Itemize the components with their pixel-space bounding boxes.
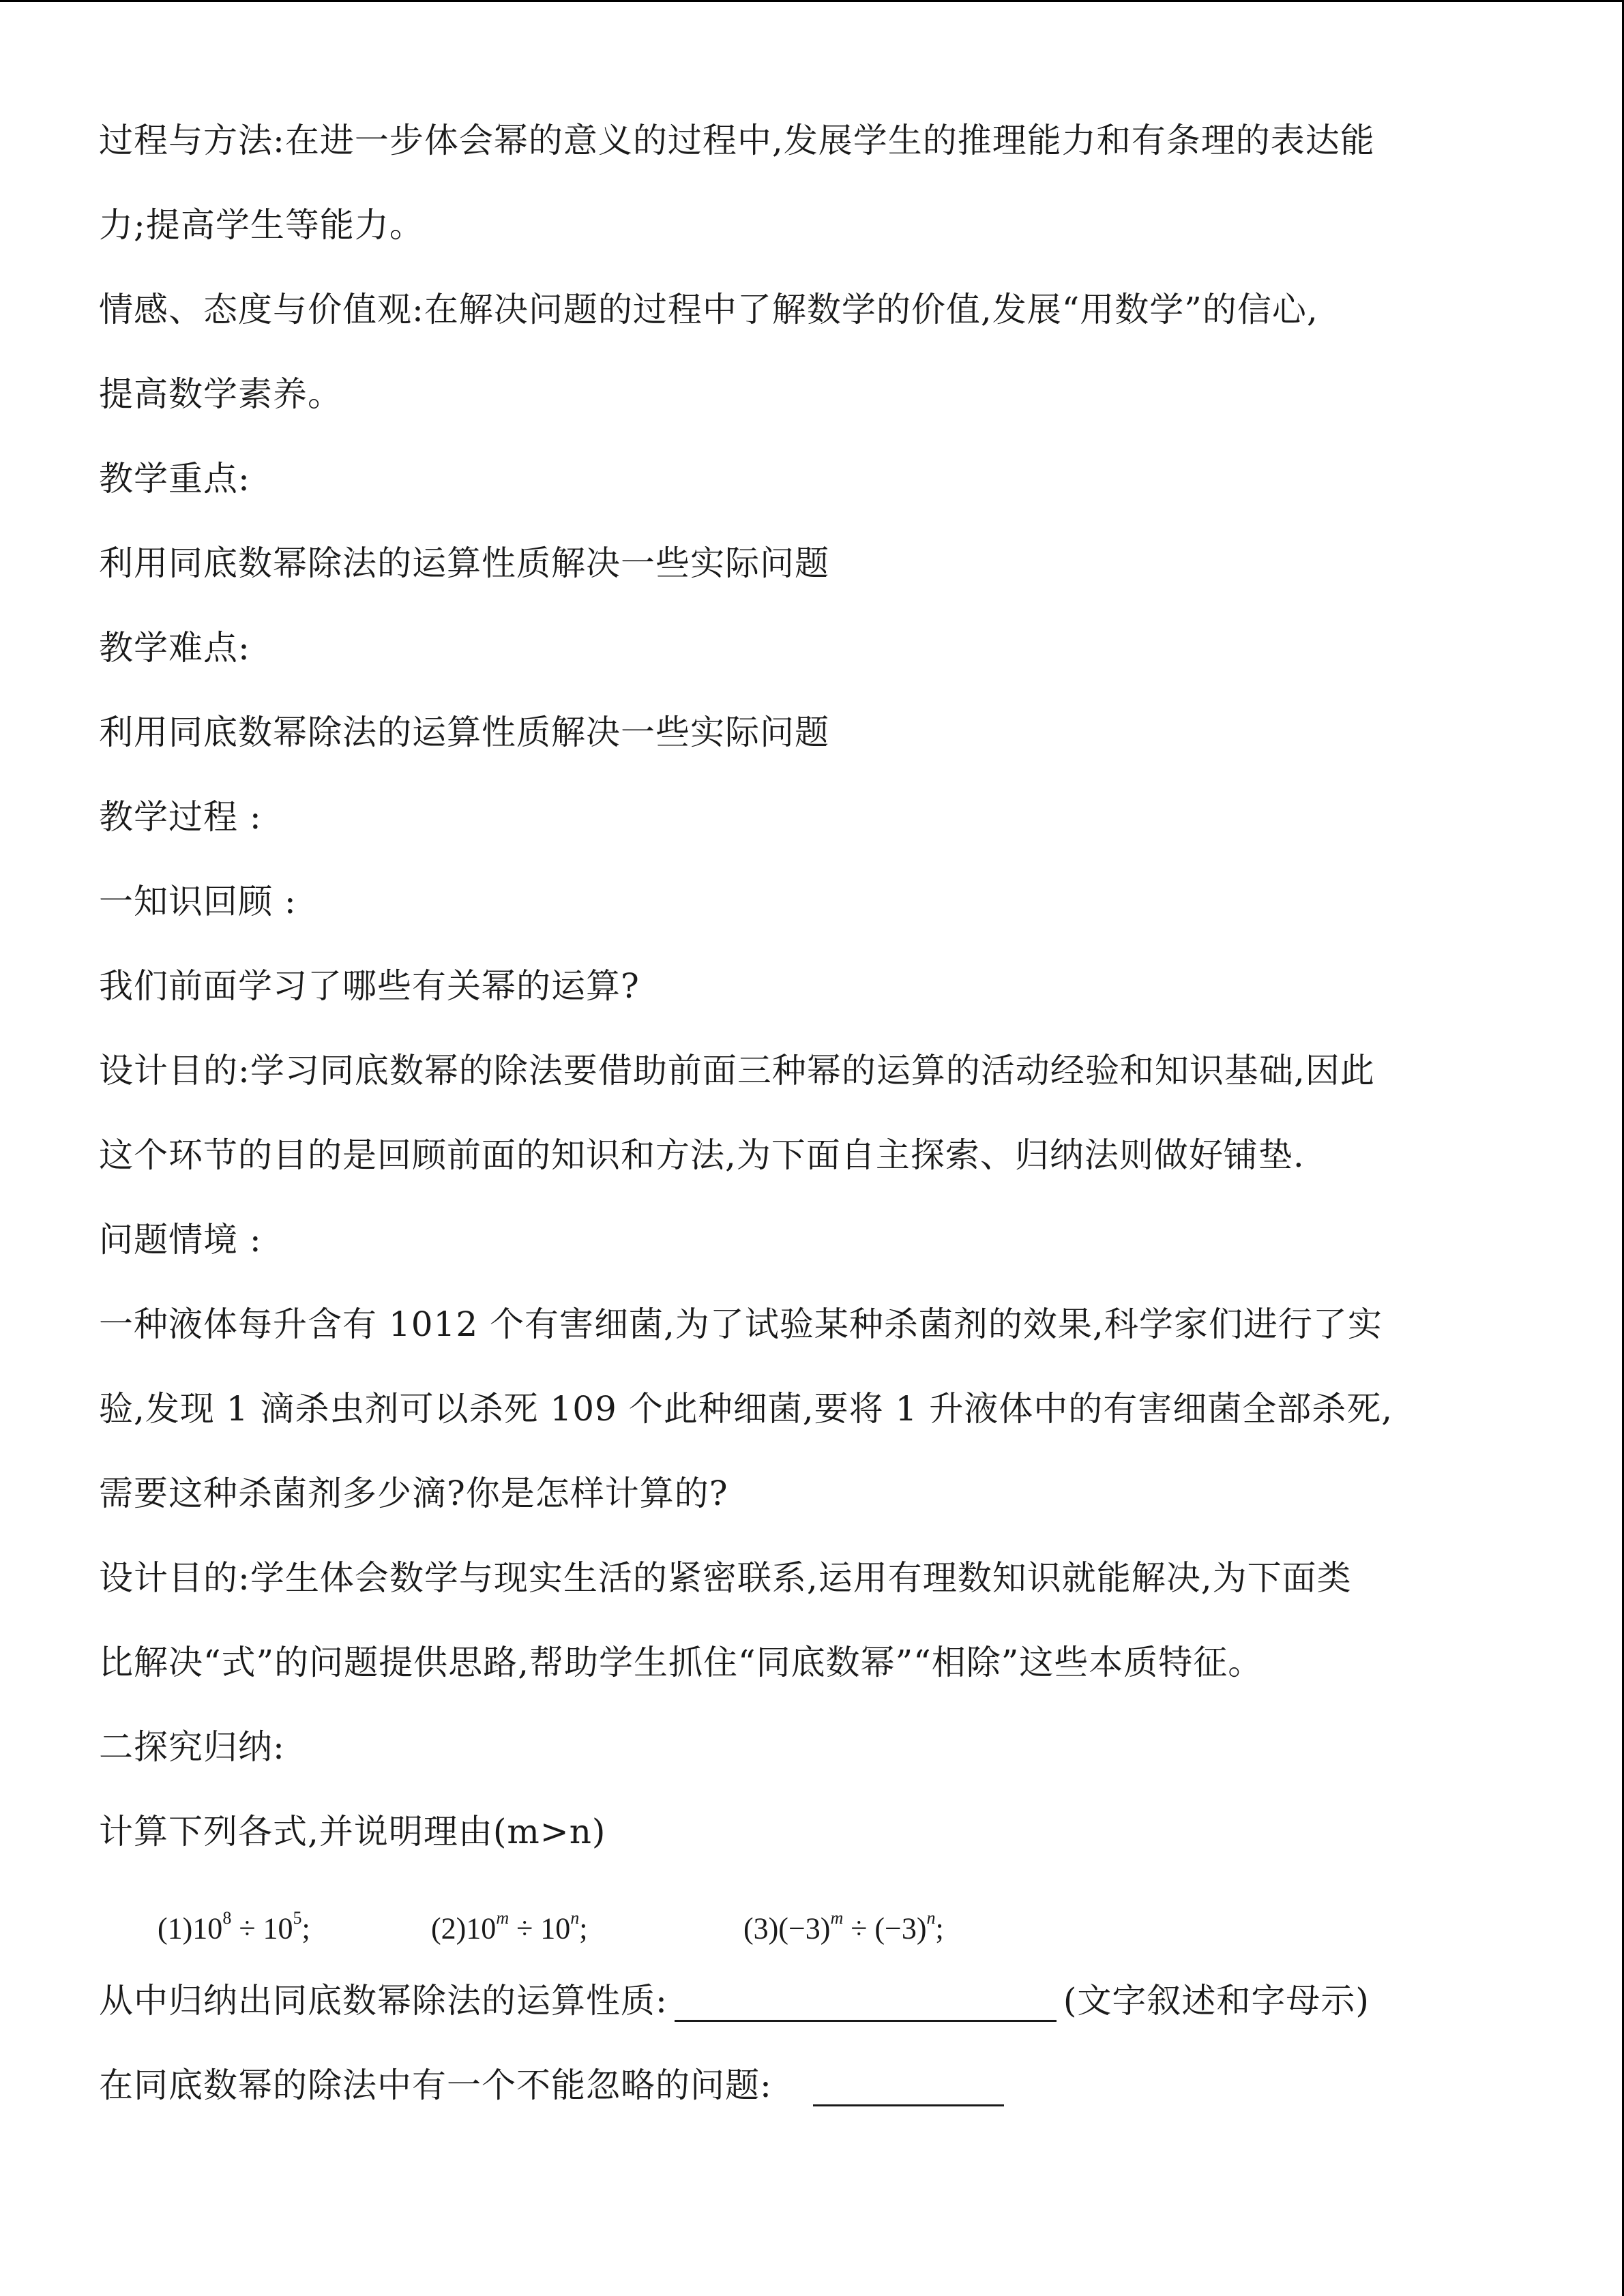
- paragraph-line: 比解决“式”的问题提供思路,帮助学生抓住“同底数幂”“相除”这些本质特征。: [99, 1643, 1263, 1682]
- answer-blank[interactable]: [675, 1979, 1057, 2022]
- paragraph-line: 利用同底数幂除法的运算性质解决一些实际问题: [99, 543, 829, 583]
- note-text: (文字叙述和字母示): [1063, 1981, 1370, 2021]
- paragraph-line: 力;提高学生等能力。: [99, 205, 424, 245]
- answer-blank[interactable]: [813, 2063, 1004, 2106]
- paragraph-line: 我们前面学习了哪些有关幂的运算?: [99, 966, 640, 1006]
- paragraph-line: 情感、态度与价值观:在解决问题的过程中了解数学的价值,发展“用数学”的信心,: [99, 290, 1318, 329]
- section-heading: 二探究归纳:: [99, 1727, 285, 1767]
- paragraph-line: 计算下列各式,并说明理由(m>n): [99, 1812, 606, 1851]
- section-heading: 问题情境 :: [99, 1220, 262, 1259]
- paragraph-line: 一种液体每升含有 1012 个有害细菌,为了试验某种杀菌剂的效果,科学家们进行了实: [99, 1304, 1383, 1344]
- section-heading: 教学难点:: [99, 628, 250, 668]
- paragraph-line: 利用同底数幂除法的运算性质解决一些实际问题: [99, 713, 829, 752]
- paragraph-line: 这个环节的目的是回顾前面的知识和方法,为下面自主探索、归纳法则做好铺垫.: [99, 1135, 1305, 1175]
- prompt-text: 在同底数幂的除法中有一个不能忽略的问题:: [99, 2066, 772, 2105]
- formula-1: $(1)10^8 \div 10^5$;: [158, 1908, 310, 1945]
- section-heading: 教学过程 :: [99, 797, 262, 837]
- paragraph-line: 需要这种杀菌剂多少滴?你是怎样计算的?: [99, 1474, 728, 1513]
- formula-3: $(3)(-3)^m \div (-3)^n$;: [743, 1908, 944, 1945]
- section-heading: 教学重点:: [99, 459, 250, 498]
- paragraph-line: 提高数学素养。: [99, 374, 342, 414]
- paragraph-line: 验,发现 1 滴杀虫剂可以杀死 109 个此种细菌,要将 1 升液体中的有害细菌全部杀死,: [99, 1389, 1393, 1429]
- formula-row: [99, 1888, 1518, 1973]
- fill-in-line: [99, 1973, 1518, 2057]
- paragraph-line: 设计目的:学习同底数幂的除法要借助前面三种幂的运算的活动经验和知识基础,因此: [99, 1051, 1375, 1090]
- section-heading: 一知识回顾 :: [99, 882, 297, 921]
- formula-2: $(2)10^m \div 10^n$;: [431, 1908, 588, 1945]
- prompt-text: 从中归纳出同底数幂除法的运算性质:: [99, 1981, 668, 2021]
- fill-in-line: [99, 2057, 1518, 2142]
- document-body: [99, 113, 1518, 2142]
- paragraph-line: 过程与方法:在进一步体会幂的意义的过程中,发展学生的推理能力和有条理的表达能: [99, 121, 1375, 160]
- paragraph-line: 设计目的:学生体会数学与现实生活的紧密联系,运用有理数知识就能解决,为下面类: [99, 1558, 1352, 1598]
